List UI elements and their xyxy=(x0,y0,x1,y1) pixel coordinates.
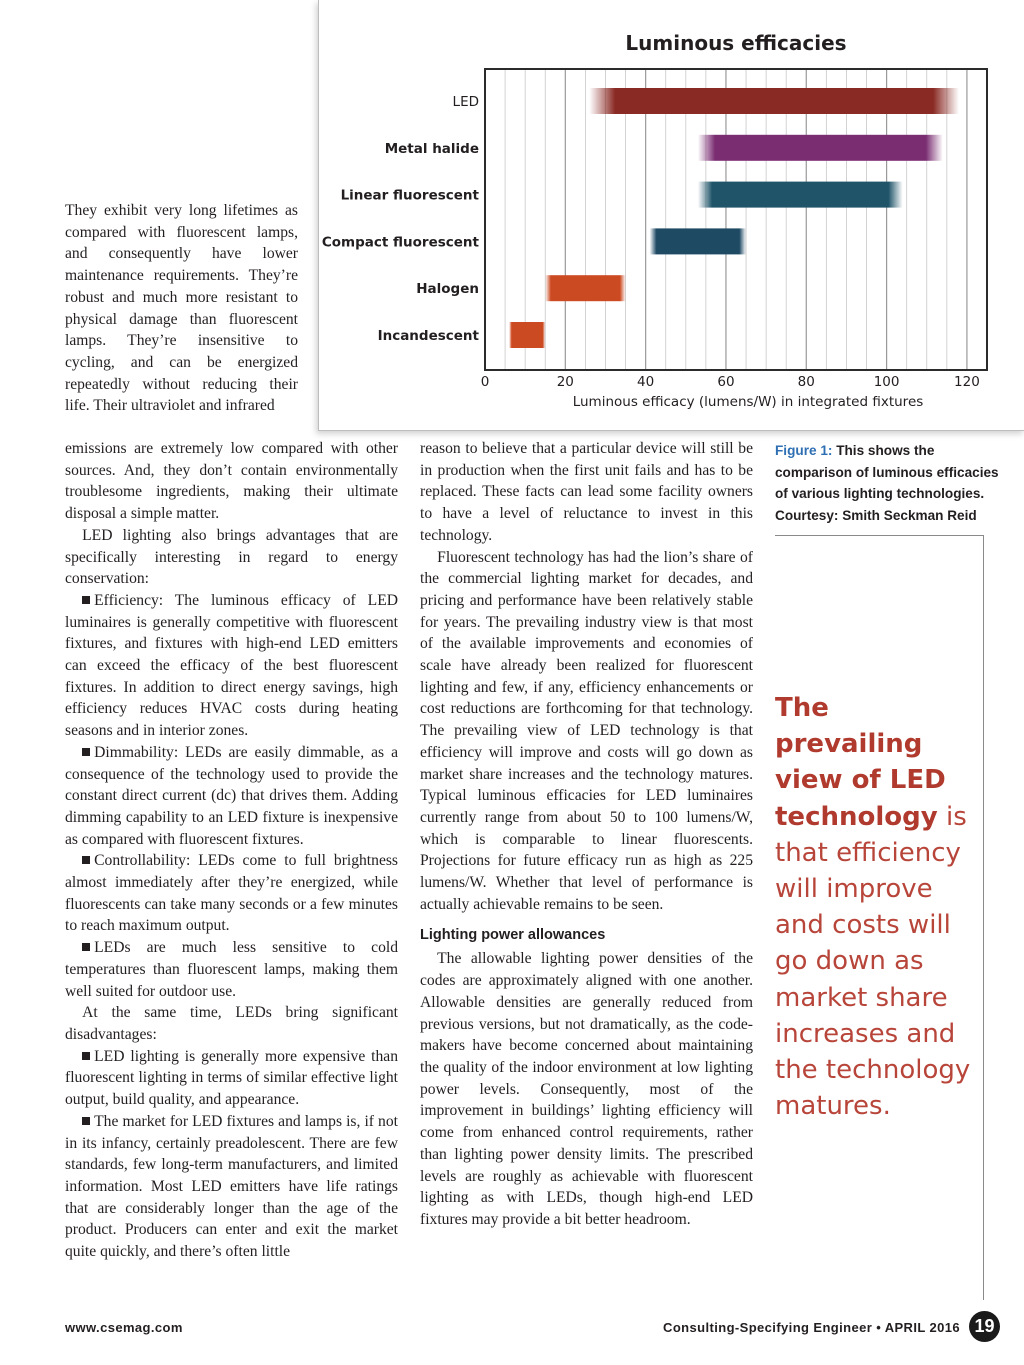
bar-compact-fluorescent xyxy=(650,228,746,254)
x-tick-label: 60 xyxy=(717,374,735,390)
paragraph: emissions are extremely low compared with other sources. And, they don’t contain environmentally troublesome ingredients, making their ultimate disposal a simple matter. xyxy=(65,440,398,523)
x-tick-label: 0 xyxy=(480,374,490,390)
plot-area xyxy=(485,69,987,370)
category-label: Incandescent xyxy=(377,328,479,344)
x-tick-label: 20 xyxy=(556,374,574,390)
paragraph: LED lighting also brings advantages that are specifically interesting in regard to energy conservation: xyxy=(65,526,398,588)
pull-quote-emphasis: The prevailing view of LED technology xyxy=(775,693,946,832)
bullet-text: Dimmability: LEDs are easily dimmable, as a consequence of the technology used to provide the constant direct current (dc) that drives them. Adding dimming capability to an LED fixture is inexpensive as compared with fluorescent fixtures. xyxy=(65,743,398,848)
bullet-item xyxy=(65,590,398,742)
bar-metal-halide xyxy=(698,135,943,161)
paragraph: The allowable lighting power densities of the codes are approximately aligned with one another. Allowable densities are generally reduced from previous versions, but not dramatically, as the code-makers have become concerned about maintaining the quality of the indoor environment at low lighting power levels. Consequently, most of the improvement in buildings’ lighting efficiency will come from enhanced control requirements, rather than lighting power density limits. The prescribed levels are roughly as achievable with fluorescent lighting as with LEDs, though high-end LED fixtures may provide a bit better headroom. xyxy=(420,950,753,1228)
x-tick-label: 100 xyxy=(873,374,900,390)
bar-incandescent xyxy=(509,322,545,348)
bar-halogen xyxy=(545,275,625,301)
bar-led xyxy=(589,88,958,114)
paragraph: They exhibit very long lifetimes as compared with fluorescent lamps, and consequently have lower maintenance requirements. They’re robust and much more resistant to physical damage than fluorescent lamps. They’re insensitive to cycling, and can be energized repeatedly without reducing their life. Their ultraviolet and infrared xyxy=(65,202,298,415)
caption-label: Figure 1: xyxy=(775,443,833,458)
category-label: Linear fluorescent xyxy=(340,187,479,204)
caption-divider xyxy=(775,535,983,536)
caption-text: This shows the comparison of luminous efficacies of various lighting technologies. Courtesy: Smith Seckman Reid xyxy=(775,443,999,524)
category-label: Compact fluorescent xyxy=(321,234,479,251)
x-tick-label: 120 xyxy=(954,374,980,390)
category-label: Metal halide xyxy=(384,140,479,157)
chart-figure xyxy=(318,0,1024,431)
bullet-text: Controllability: LEDs come to full brightness almost immediately after they’re energized, while fluorescents can take many seconds or a few minutes to reach maximum output. xyxy=(65,852,398,935)
middle-column xyxy=(420,438,753,1231)
paragraph: At the same time, LEDs bring significant disadvantages: xyxy=(65,1004,398,1043)
pull-quote xyxy=(775,690,980,1124)
bullet-square-icon xyxy=(82,748,90,756)
chart-title: Luminous efficacies xyxy=(625,31,847,55)
paragraph: reason to believe that a particular device will still be in production when the first unit fails and has to be replaced. These facts can lead some facility owners to have a level of reluctance to invest in this technology. xyxy=(420,440,753,544)
category-label: Halogen xyxy=(416,281,479,298)
luminous-efficacy-chart xyxy=(319,0,1024,430)
page-number: 19 xyxy=(969,1311,1000,1342)
footer-publication: Consulting-Specifying Engineer • APRIL 2016 xyxy=(663,1320,960,1335)
left-column-top xyxy=(65,200,298,417)
figure-caption xyxy=(775,440,1005,527)
sidebar-rule xyxy=(983,535,984,1300)
bullet-item xyxy=(65,937,398,1002)
bullet-item xyxy=(65,850,398,937)
footer-url: www.csemag.com xyxy=(65,1320,183,1335)
bullet-text: Efficiency: The luminous efficacy of LED luminaires is generally competitive with fluorescent fixtures, and fixtures with high-end LED emitters can exceed the efficacy of the best fluorescent fixtures. In addition to direct energy savings, high efficiency reduces HVAC costs during heating seasons and in interior zones. xyxy=(65,591,398,740)
left-column xyxy=(65,438,398,1263)
bullet-item xyxy=(65,1111,398,1263)
bar-linear-fluorescent xyxy=(698,182,903,208)
bullet-text: LEDs are much less sensitive to cold temperatures than fluorescent lamps, making them well suited for outdoor use. xyxy=(65,939,398,1000)
bullet-text: LED lighting is generally more expensive than fluorescent lighting in terms of similar effective light output, build quality, and appearance. xyxy=(65,1047,398,1109)
pull-quote-text: is that efficiency will improve and costs will go down as market share increases and the technology matures. xyxy=(775,801,971,1122)
bullet-text: The market for LED fixtures and lamps is, if not in its infancy, certainly preadolescent. There are few standards, few long-term manufacturers, and limited information. Most LED emitters have life ratings that are considerably longer than the age of the product. Producers can enter and exit the market quite quickly, and there’s often little xyxy=(65,1112,398,1261)
bullet-square-icon xyxy=(82,1052,90,1060)
section-heading: Lighting power allowances xyxy=(420,927,606,944)
bullet-square-icon xyxy=(82,596,90,604)
x-tick-label: 80 xyxy=(797,374,815,390)
bullet-square-icon xyxy=(82,943,90,951)
bullet-square-icon xyxy=(82,856,90,864)
category-label: LED xyxy=(452,94,479,110)
paragraph: Fluorescent technology has had the lion’s share of the commercial lighting market for decades, and pricing and performance have been relatively stable for years. The prevailing industry view is that most of the available improvements and economies of scale have already been realized for fluorescent lighting and few, if any, efficiency enhancements or cost reductions are forthcoming for that technology. The prevailing view of LED technology is that efficiency will improve and costs will go down as market share increases and the technology matures. Typical luminous efficacies for LED luminaires currently range from about 50 to 100 lumens/W, which is comparable to linear fluorescents. Projections for future efficacy run as high as 225 lumens/W. Whether that level of performance is actually achievable remains to be seen. xyxy=(420,548,753,913)
bullet-square-icon xyxy=(82,1117,90,1125)
x-axis-label: Luminous efficacy (lumens/W) in integrated fixtures xyxy=(572,394,924,410)
bullet-item xyxy=(65,1046,398,1111)
bullet-item xyxy=(65,742,398,851)
x-tick-label: 40 xyxy=(637,374,655,390)
